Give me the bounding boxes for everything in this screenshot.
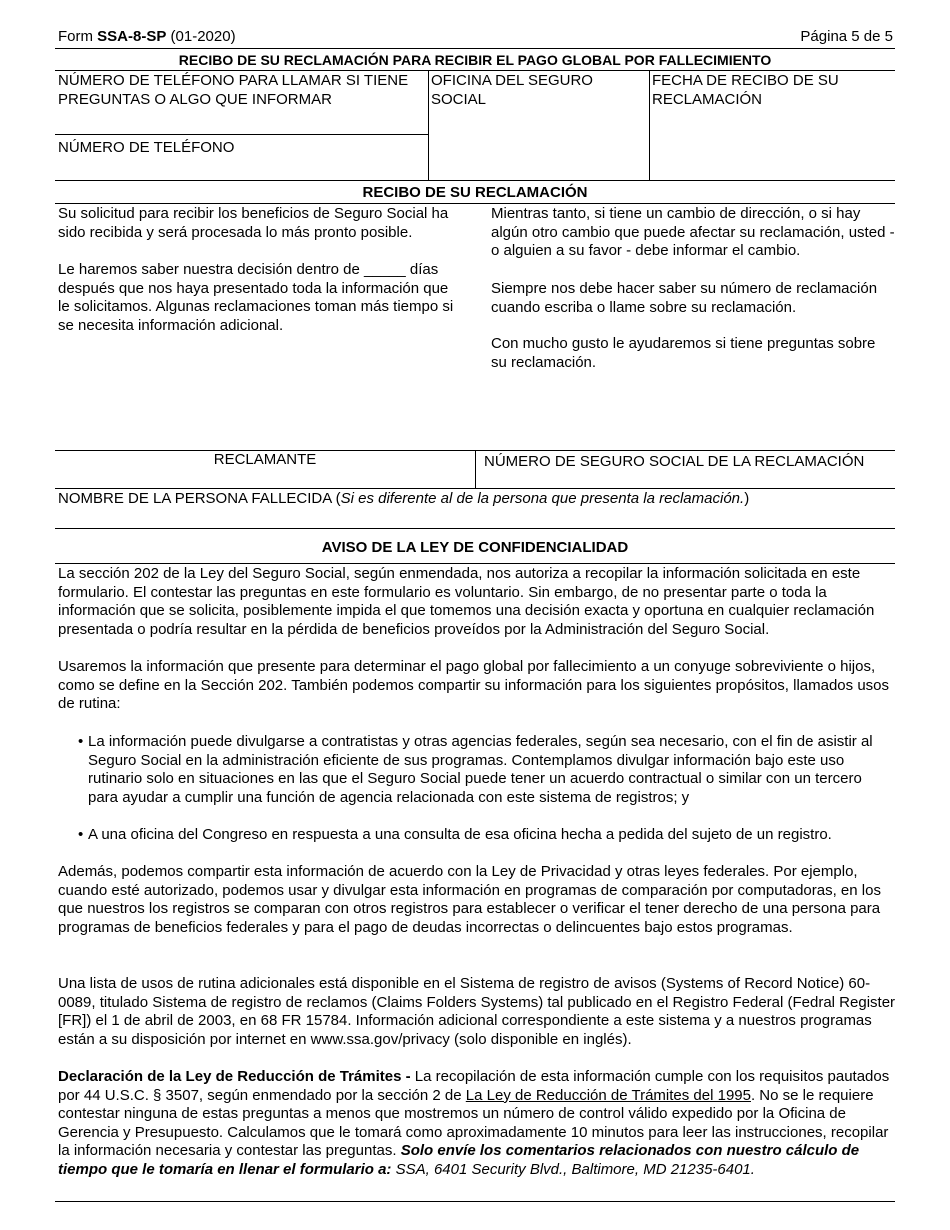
bullet-text: La información puede divulgarse a contratistas y otras agencias federales, según sea necesario, con el fin de asistir al Seguro Social en la administración eficiente de sus programas. Contemplamos divulgar información bajo este uso rutinario solo en situaciones en las que el Seguro Social puede tener un acuerdo contractual o similar con un tercero para ayudar a cumplir una función de agencia relacionada con este sistema de registros; y <box>88 733 873 806</box>
divider <box>428 70 429 180</box>
phone-number-label: NÚMERO DE TELÉFONO <box>58 139 235 156</box>
divider <box>55 48 895 49</box>
page-number: Página 5 de 5 <box>800 28 893 45</box>
divider <box>55 563 895 564</box>
form-number: SSA-8-SP <box>97 28 167 45</box>
divider <box>55 70 895 71</box>
divider <box>475 450 476 488</box>
paperwork-act-link: La Ley de Reducción de Trámites del 1995 <box>465 1086 751 1104</box>
mailing-address: SSA, 6401 Security Blvd., Baltimore, MD 21235-6401. <box>391 1160 755 1178</box>
claim-left-paragraph-1: Su solicitud para recibir los beneficios de Seguro Social ha sido recibida y será procesada lo más pronto posible. <box>58 205 449 241</box>
divider <box>55 203 895 204</box>
bullet-marker: • <box>78 733 84 750</box>
phone-question-label: NÚMERO DE TELÉFONO PARA LLAMAR SI TIENE PREGUNTAS O ALGO QUE INFORMAR <box>58 72 409 108</box>
deceased-name-label: NOMBRE DE LA PERSONA FALLECIDA (Si es diferente al de la persona que presenta la reclamación.) <box>58 490 750 507</box>
divider <box>55 528 895 529</box>
claim-right-paragraph-3: Con mucho gusto le ayudaremos si tiene preguntas sobre su reclamación. <box>491 335 876 371</box>
office-label: OFICINA DEL SEGURO SOCIAL <box>431 72 593 108</box>
form-id <box>58 28 236 47</box>
paperwork-heading: Declaración de la Ley de Reducción de Trámites - <box>58 1068 411 1085</box>
privacy-title: AVISO DE LA LEY DE CONFIDENCIALIDAD <box>321 539 629 556</box>
privacy-paragraph-2: Usaremos la información que presente para determinar el pago global por fallecimiento a un conyuge sobreviviente o hijos, como se define en la Sección 202. También podemos compartir su información para los siguientes propósitos, llamados usos de rutina: <box>58 658 890 712</box>
bullet-marker: • <box>78 826 84 843</box>
claimant-label: RECLAMANTE <box>213 451 317 468</box>
bullet-text: A una oficina del Congreso en respuesta a una consulta de esa oficina hecha a pedida del sujeto de un registro. <box>88 826 832 843</box>
form-prefix: Form <box>58 28 93 45</box>
privacy-paragraph-3: Además, podemos compartir esta información de acuerdo con la Ley de Privacidad y otras leyes federales. Por ejemplo, cuando esté autorizado, podemos usar y divulgar esta información en programas de comparación por computadoras, en los que nuestros los registros se comparan con otros registros para establecer o verificar el tener derecho de una persona para programas de beneficios federales y para el pago de deudas incorrectas o delincuentes bajo estos programas. <box>58 863 881 936</box>
claim-right-paragraph-2: Siempre nos debe hacer saber su número de reclamación cuando escriba o llame sobre su reclamación. <box>491 280 878 316</box>
privacy-paragraph-4: Una lista de usos de rutina adicionales está disponible en el Sistema de registro de avisos (Systems of Record Notice) 60-0089, titulado Sistema de registro de reclamos (Claims Folders Systems) tal publicado en el Registro Federal (Fedral Register [FR]) el 1 de abril de 2003, en 68 FR 15784. Información adicional correspondiente a este sistema y a nuestros programas están a su disposición por internet en www.ssa.gov/privacy (solo disponible en inglés). <box>58 975 896 1048</box>
form-date: (01-2020) <box>170 28 236 45</box>
divider <box>55 488 895 489</box>
claim-right-paragraph-1: Mientras tanto, si tiene un cambio de dirección, o si hay algún otro cambio que puede afectar su reclamación, usted - o alguien a su favor - debe informar el cambio. <box>491 205 895 259</box>
claim-left-paragraph-2: Le haremos saber nuestra decisión dentro de _____ días después que nos haya presentado toda la información que le solicitamos. Algunas reclamaciones toman más tiempo si se necesita información adicional. <box>58 261 454 334</box>
divider <box>55 1201 895 1202</box>
privacy-paragraph-1: La sección 202 de la Ley del Seguro Social, según enmendada, nos autoriza a recopilar la información solicitada en este formulario. El contestar las preguntas en este formulario es voluntario. Sin embargo, de no presentar parte o toda la información que se solicita, posiblemente impida el que tomemos una decisión exacta y oportuna en cualquier reclamación presentada o podría resultar en la pérdida de beneficios proveídos por la Administración del Seguro Social. <box>58 565 875 638</box>
divider <box>55 180 895 181</box>
claim-ssn-label: NÚMERO DE SEGURO SOCIAL DE LA RECLAMACIÓN <box>484 453 865 470</box>
receipt-date-label: FECHA DE RECIBO DE SU RECLAMACIÓN <box>652 72 839 108</box>
divider <box>55 134 428 135</box>
paperwork-statement: Declaración de la Ley de Reducción de Trámites - La recopilación de esta información cumple con los requisitos pautados por 44 U.S.C. § 3507, según enmendado por la sección 2 de La Ley de Reducción de Trámites del 1995. No se le requiere contestar ninguna de estas preguntas a menos que mostremos un número de control válido expedido por la Oficina de Gerencia y Presupuesto. Calculamos que le tomará como aproximadamente 10 minutos para leer las instrucciones, recopilar la información necesaria y contestar las preguntas. Solo envíe los comentarios relacionados con nuestro cálculo de tiempo que le tomaría en llenar el formulario a: SSA, 6401 Security Blvd., Baltimore, MD 21235-6401. <box>58 1068 890 1178</box>
divider <box>649 70 650 180</box>
receipt-title: RECIBO DE SU RECLAMACIÓN PARA RECIBIR EL PAGO GLOBAL POR FALLECIMIENTO <box>178 52 772 68</box>
claim-receipt-title: RECIBO DE SU RECLAMACIÓN <box>362 184 588 201</box>
days-blank: _____ <box>364 261 406 278</box>
